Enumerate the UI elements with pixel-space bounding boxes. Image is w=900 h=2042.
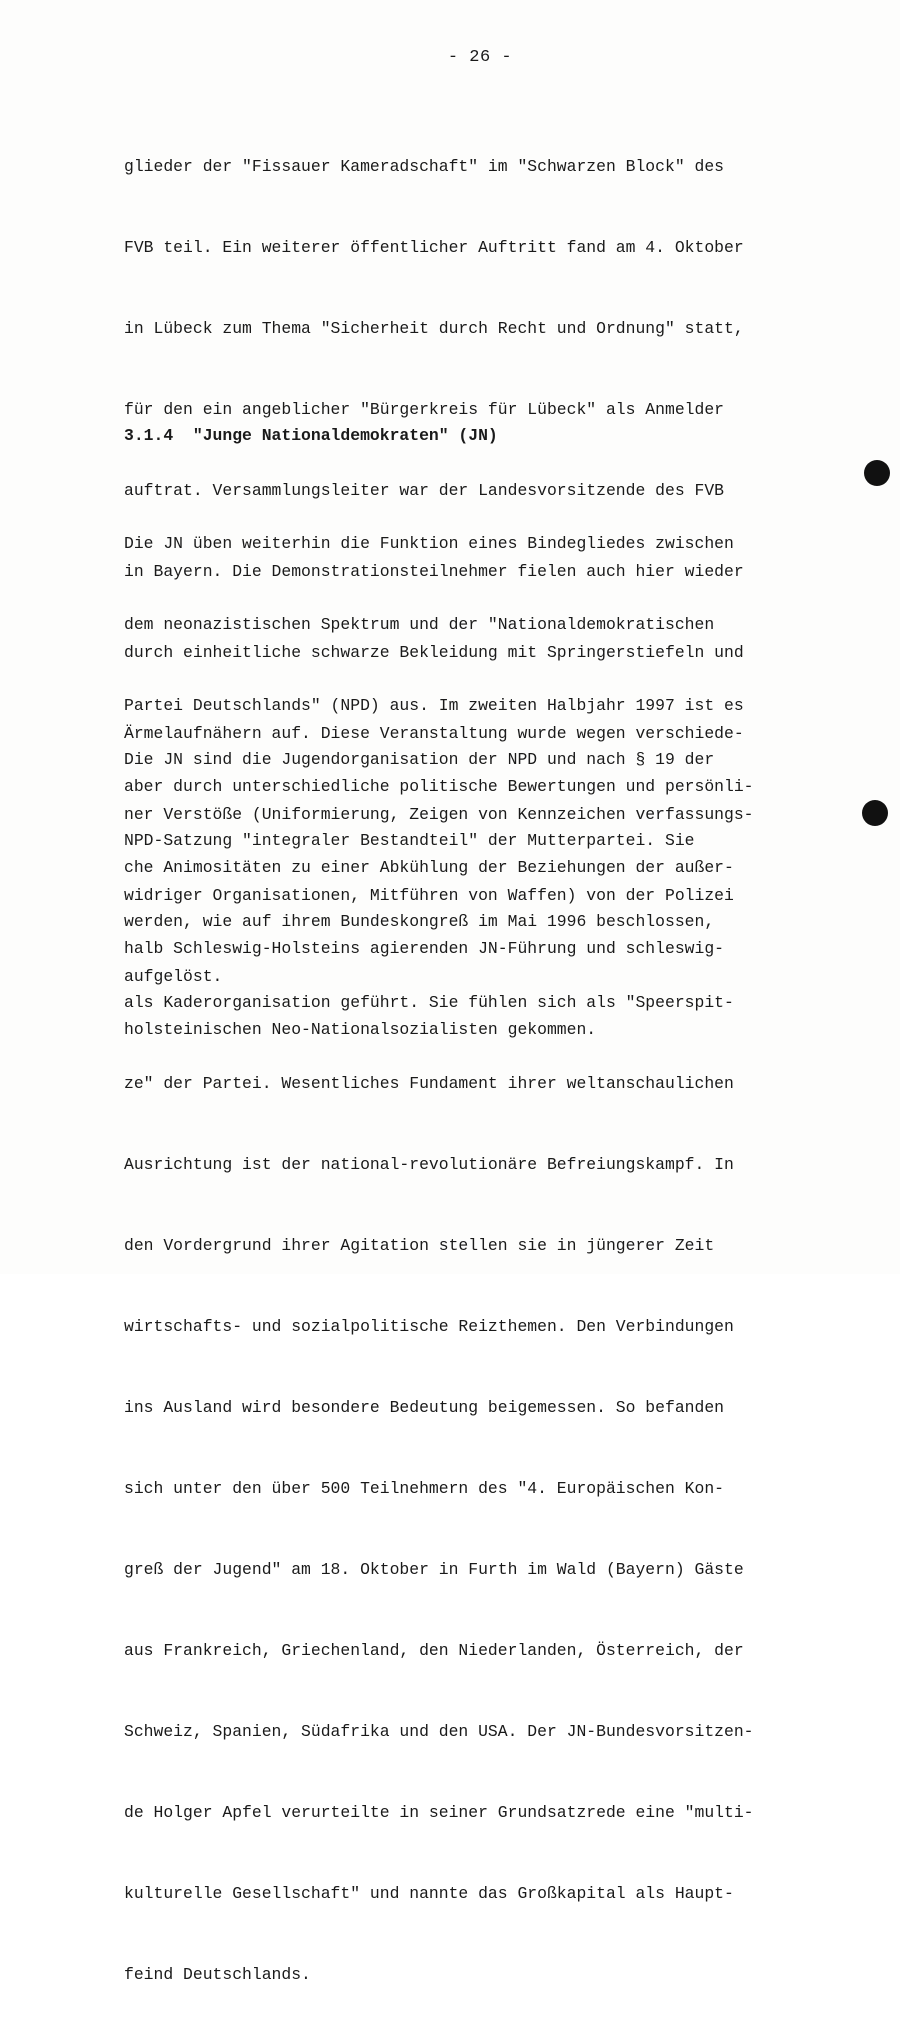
text-line: kulturelle Gesellschaft" und nannte das Großkapital als Haupt- xyxy=(124,1884,734,1903)
text-line: ze" der Partei. Wesentliches Fundament ihrer weltanschaulichen xyxy=(124,1074,734,1093)
margin-bullet-mark xyxy=(862,800,888,826)
text-line: aus Frankreich, Griechenland, den Niederlanden, Österreich, der xyxy=(124,1641,744,1660)
text-line: che Animositäten zu einer Abkühlung der Beziehungen der außer- xyxy=(124,858,734,877)
text-line: Ärmelaufnähern auf. Diese Veranstaltung wurde wegen verschiede- xyxy=(124,724,744,743)
text-line: NPD-Satzung "integraler Bestandteil" der Mutterpartei. Sie xyxy=(124,831,695,850)
text-line: durch einheitliche schwarze Bekleidung mit Springerstiefeln und xyxy=(124,643,744,662)
text-line: aber durch unterschiedliche politische Bewertungen und persönli- xyxy=(124,777,754,796)
text-line: ner Verstöße (Uniformierung, Zeigen von Kennzeichen verfassungs- xyxy=(124,805,754,824)
text-line: FVB teil. Ein weiterer öffentlicher Auftritt fand am 4. Oktober xyxy=(124,238,744,257)
text-line: den Vordergrund ihrer Agitation stellen sie in jüngerer Zeit xyxy=(124,1236,715,1255)
text-line: auftrat. Versammlungsleiter war der Landesvorsitzende des FVB xyxy=(124,481,724,500)
text-line: wirtschafts- und sozialpolitische Reizthemen. Den Verbindungen xyxy=(124,1317,734,1336)
text-line: in Bayern. Die Demonstrationsteilnehmer fielen auch hier wieder xyxy=(124,562,744,581)
text-line: widriger Organisationen, Mitführen von Waffen) von der Polizei xyxy=(124,886,734,905)
text-line: aufgelöst. xyxy=(124,967,223,986)
text-line: als Kaderorganisation geführt. Sie fühlen sich als "Speerspit- xyxy=(124,993,734,1012)
text-line: für den ein angeblicher "Bürgerkreis für Lübeck" als Anmelder xyxy=(124,400,724,419)
margin-bullet-mark xyxy=(864,460,890,486)
page-number: - 26 - xyxy=(447,48,513,67)
section-heading: 3.1.4 "Junge Nationaldemokraten" (JN) xyxy=(124,426,498,445)
text-line: Die JN üben weiterhin die Funktion eines Bindegliedes zwischen xyxy=(124,534,734,553)
text-line: feind Deutschlands. xyxy=(124,1965,311,1984)
text-line: ins Ausland wird besondere Bedeutung beigemessen. So befanden xyxy=(124,1398,724,1417)
text-line: halb Schleswig-Holsteins agierenden JN-Führung und schleswig- xyxy=(124,939,724,958)
text-line: Partei Deutschlands" (NPD) aus. Im zweiten Halbjahr 1997 ist es xyxy=(124,696,744,715)
text-line: Ausrichtung ist der national-revolutionäre Befreiungskampf. In xyxy=(124,1155,734,1174)
text-line: sich unter den über 500 Teilnehmern des "4. Europäischen Kon- xyxy=(124,1479,724,1498)
text-line: in Lübeck zum Thema "Sicherheit durch Recht und Ordnung" statt, xyxy=(124,319,744,338)
text-line: glieder der "Fissauer Kameradschaft" im "Schwarzen Block" des xyxy=(124,157,724,176)
text-line: greß der Jugend" am 18. Oktober in Furth im Wald (Bayern) Gäste xyxy=(124,1560,744,1579)
text-line: werden, wie auf ihrem Bundeskongreß im Mai 1996 beschlossen, xyxy=(124,912,715,931)
text-line: Die JN sind die Jugendorganisation der NPD und nach § 19 der xyxy=(124,750,715,769)
text-line: holsteinischen Neo-Nationalsozialisten gekommen. xyxy=(124,1020,597,1039)
paragraph-3 xyxy=(124,692,834,2042)
text-line: de Holger Apfel verurteilte in seiner Grundsatzrede eine "multi- xyxy=(124,1803,754,1822)
text-line: Schweiz, Spanien, Südafrika und den USA. Der JN-Bundesvorsitzen- xyxy=(124,1722,754,1741)
text-line: dem neonazistischen Spektrum und der "Nationaldemokratischen xyxy=(124,615,715,634)
